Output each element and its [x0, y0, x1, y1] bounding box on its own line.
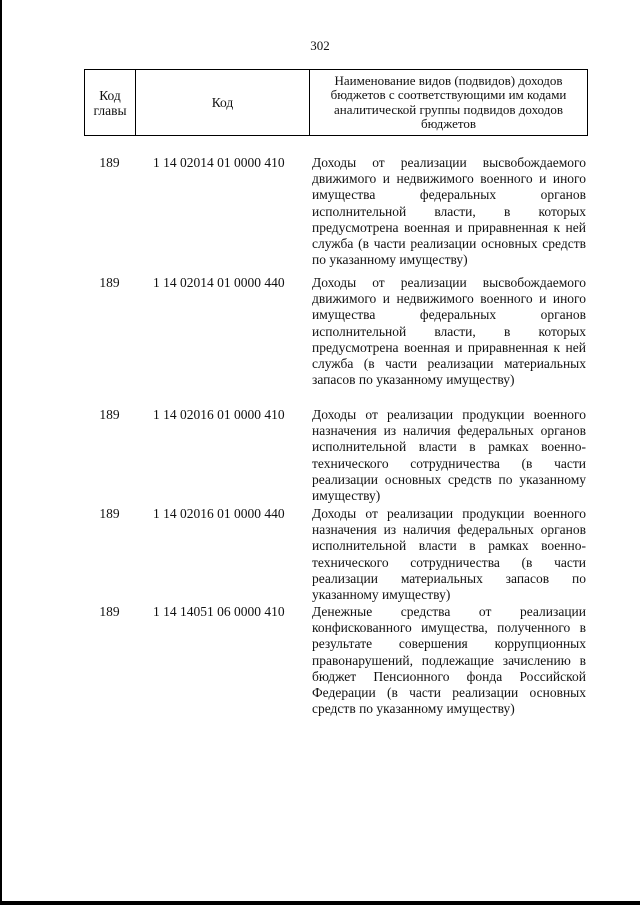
income-name-cell: Доходы от реализации продукции военного назначения из наличия федеральных органов исполнительной власти в рамках военно-технического сотрудничества (в части реализации основных средств по указанному имуществу)	[312, 407, 586, 504]
income-code-cell: 1 14 02014 01 0000 440	[153, 275, 285, 290]
header-code: Код	[136, 70, 310, 135]
income-code-cell: 1 14 02016 01 0000 410	[153, 407, 285, 422]
income-name-cell: Денежные средства от реализации конфискованного имущества, полученного в результате совершения коррупционных правонарушений, подлежащие зачислению в бюджет Пенсионного фонда Российской Федерации (в части реализации основных средств по указанному имуществу)	[312, 604, 586, 717]
chapter-code-cell: 189	[99, 604, 120, 619]
chapter-code-cell: 189	[99, 407, 120, 422]
income-code-cell: 1 14 02014 01 0000 410	[153, 155, 285, 170]
income-name-cell: Доходы от реализации высвобождаемого движимого и недвижимого военного и иного имущества федеральных органов исполнительной власти, в которых предусмотрена военная и приравненная к ней служба (в части реализации основных средств по указанному имуществу)	[312, 155, 586, 268]
page-number: 302	[310, 38, 330, 53]
header-income-type-name: Наименование видов (подвидов) доходов бюджетов с соответствующими им кодами аналитической группы подвидов доходов бюджетов	[330, 72, 567, 131]
table-header	[84, 69, 588, 136]
income-code-cell: 1 14 02016 01 0000 440	[153, 506, 285, 521]
income-name-cell: Доходы от реализации продукции военного назначения из наличия федеральных органов исполнительной власти в рамках военно-технического сотрудничества (в части реализации материальных запасов по указанному имуществу)	[312, 506, 586, 603]
chapter-code-cell: 189	[99, 275, 120, 290]
income-name-cell: Доходы от реализации высвобождаемого движимого и недвижимого военного и иного имущества федеральных органов исполнительной власти, в которых предусмотрена военная и приравненная к ней служба (в части реализации материальных запасов по указанному имуществу)	[312, 275, 586, 388]
page-left-border	[0, 0, 2, 905]
chapter-code-cell: 189	[99, 155, 120, 170]
income-code-cell: 1 14 14051 06 0000 410	[153, 604, 285, 619]
chapter-code-cell: 189	[99, 506, 120, 521]
header-chapter-code: Код главы	[85, 70, 136, 135]
page-bottom-border	[0, 901, 640, 905]
